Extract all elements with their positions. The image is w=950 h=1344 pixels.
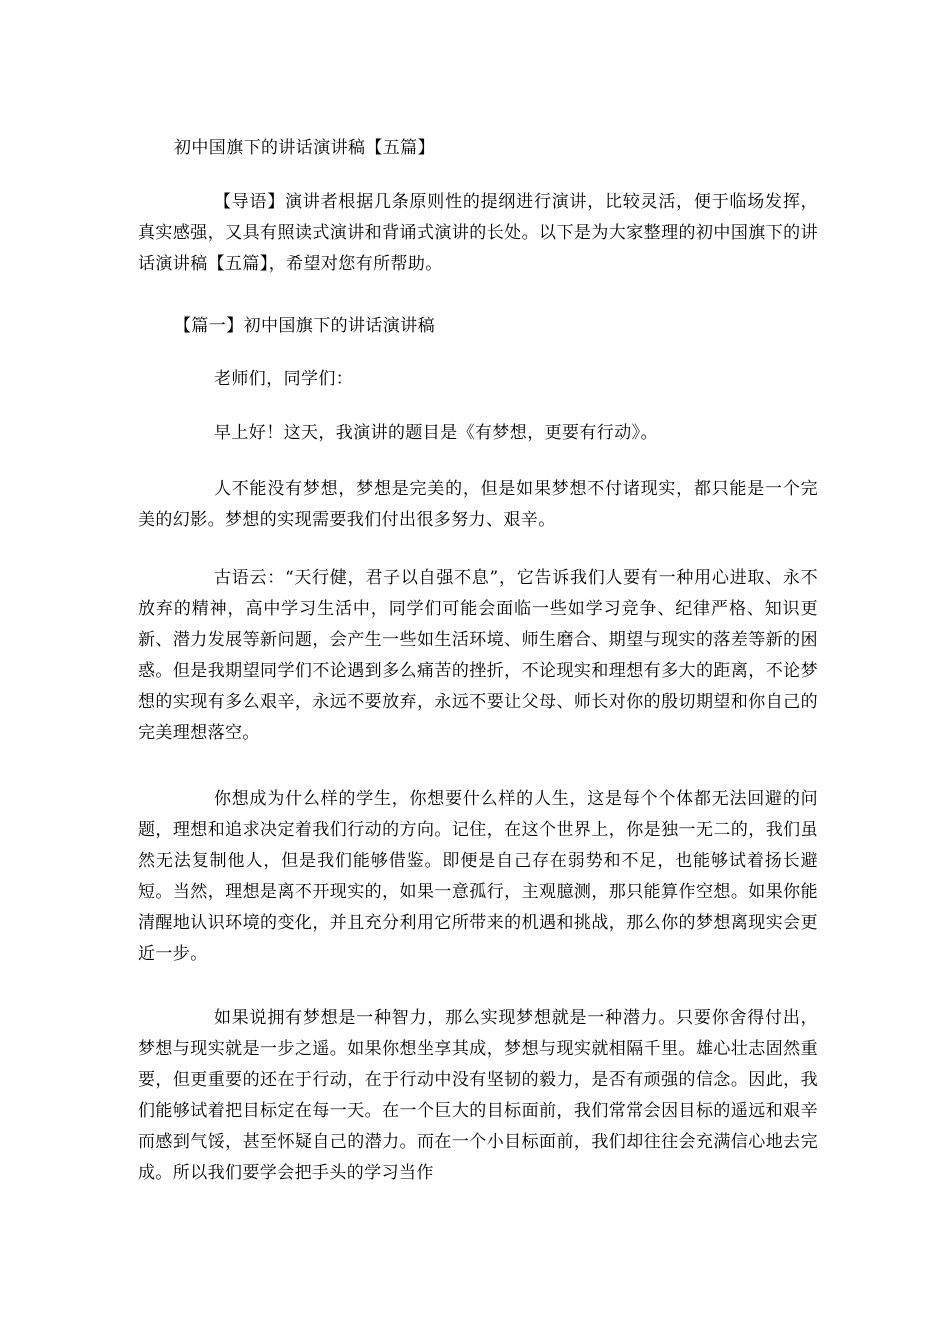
salutation: 老师们，同学们： — [214, 369, 354, 389]
intro-paragraph: 【导语】演讲者根据几条原则性的提纲进行演讲，比较灵活，便于临场发挥，真实感强，又具有照读式演讲和背诵式演讲的长处。以下是为大家整理的初中国旗下的讲话演讲稿【五篇】，希望对您有所帮助。 — [138, 192, 818, 274]
body-paragraph: 你想成为什么样的学生，你想要什么样的人生，这是每个个体都无法回避的问题，理想和追求决定着我们行动的方向。记住，在这个世界上，你是独一无二的，我们虽然无法复制他人，但是我们能够借鉴。即便是自己存在弱势和不足，也能够试着扬长避短。当然，理想是离不开现实的，如果一意孤行，主观臆测，那只能算作空想。如果你能清醒地认识环境的变化，并且充分利用它所带来的机遇和挑战，那么你的梦想离现实会更近一步。 — [138, 789, 818, 964]
body-paragraph: 人不能没有梦想，梦想是完美的，但是如果梦想不付诸现实，都只能是一个完美的幻影。梦想的实现需要我们付出很多努力、艰辛。 — [138, 479, 818, 530]
body-paragraph: 如果说拥有梦想是一种智力，那么实现梦想就是一种潜力。只要你舍得付出，梦想与现实就是一步之遥。如果你想坐享其成，梦想与现实就相隔千里。雄心壮志固然重要，但更重要的还在于行动，在于行动中没有坚韧的毅力，是否有顽强的信念。因此，我们能够试着把目标定在每一天。在一个巨大的目标面前，我们常常会因目标的遥远和艰辛而感到气馁，甚至怀疑自己的潜力。而在一个小目标面前，我们却往往会充满信心地去完成。所以我们要学会把手头的学习当作 — [138, 1008, 818, 1183]
document-title: 初中国旗下的讲话演讲稿【五篇】 — [174, 138, 435, 158]
greeting-paragraph: 早上好！这天，我演讲的题目是《有梦想，更要有行动》。 — [214, 423, 658, 443]
section-title: 【篇一】初中国旗下的讲话演讲稿 — [174, 316, 435, 336]
body-paragraph: 古语云：“天行健，君子以自强不息”，它告诉我们人要有一种用心进取、永不放弃的精神，高中学习生活中，同学们可能会面临一些如学习竞争、纪律严格、知识更新、潜力发展等新问题，会产生一些如生活环境、师生磨合、期望与现实的落差等新的困惑。但是我期望同学们不论遇到多么痛苦的挫折，不论现实和理想有多大的距离，不论梦想的实现有多么艰辛，永远不要放弃，永远不要让父母、师长对你的殷切期望和你自己的完美理想落空。 — [138, 568, 818, 743]
